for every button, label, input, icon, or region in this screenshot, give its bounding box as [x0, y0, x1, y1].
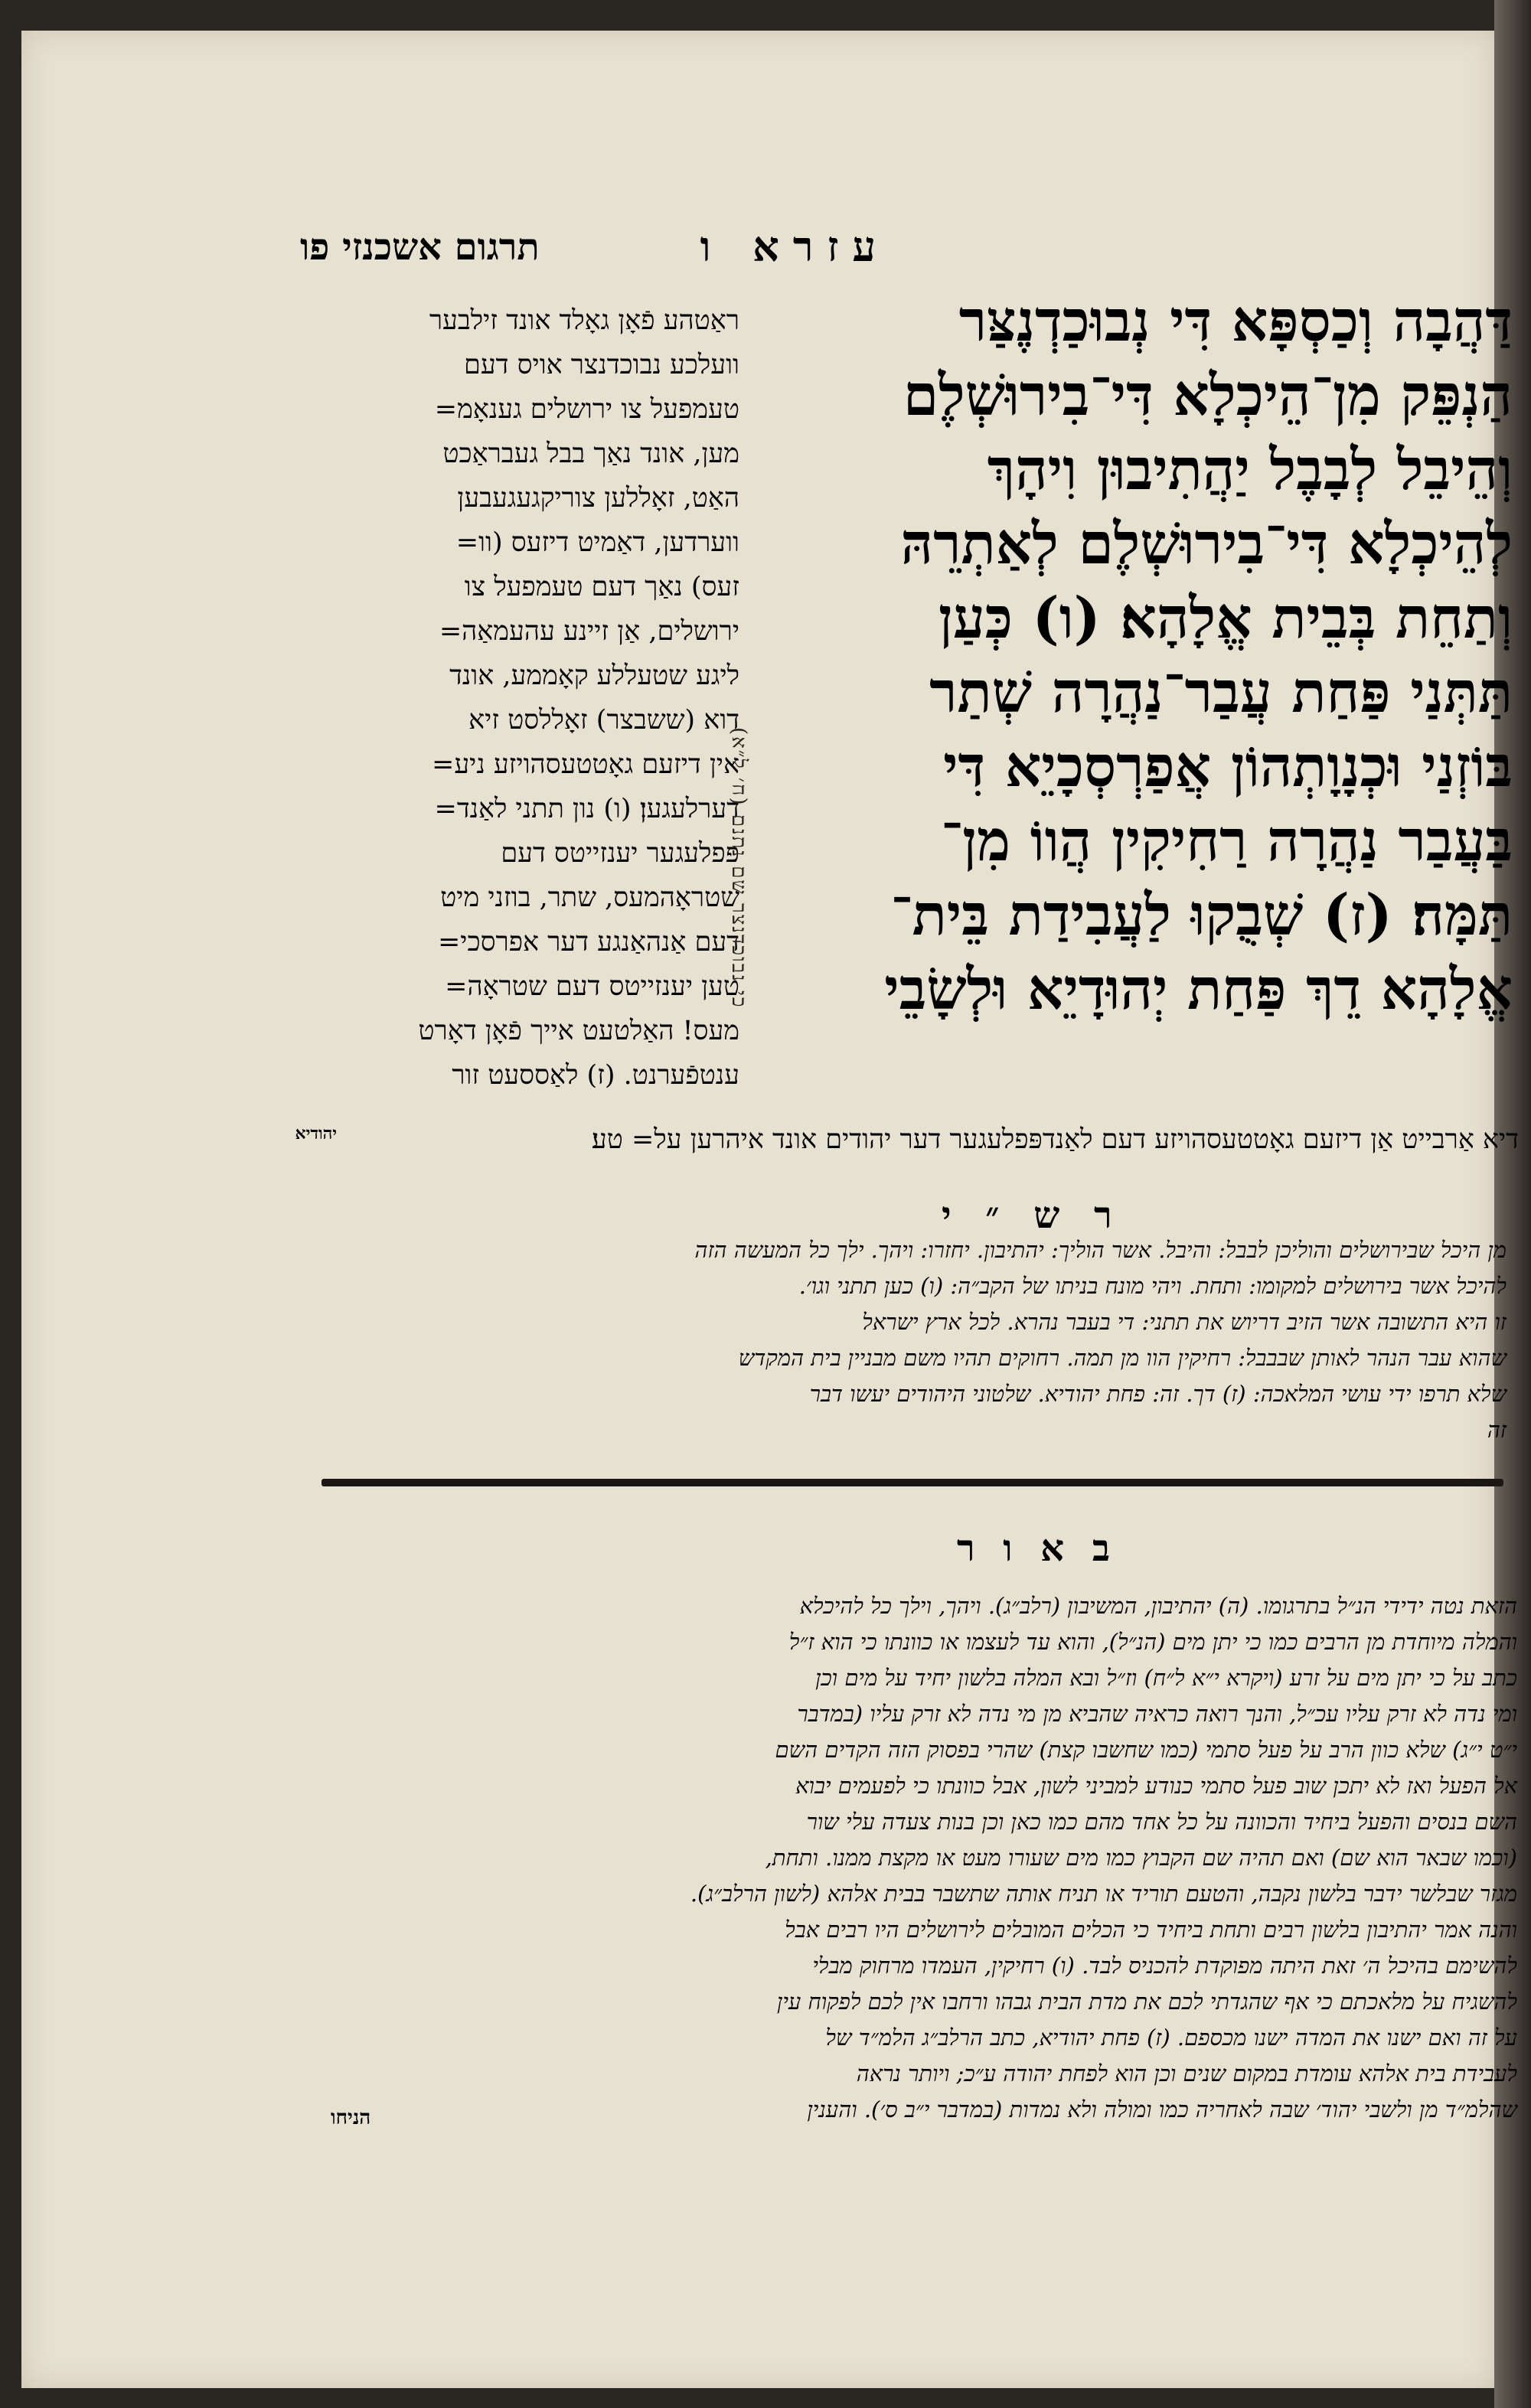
targum-line: דוא (ששבצר) זאָללסט זיא [468, 705, 739, 736]
targum-line: ווערדען, דאַמיט דיזעס (וו= [455, 527, 739, 558]
text-line: לְהֵיכְלָא דִּי־בִירוּשְׁלֶם לְאַתְרֵהּ [900, 511, 1513, 577]
commentary-line: לעבידת בית אלהא עומדת במקום שנים וכן הוא לפחת יהודה ע״כ; ויותר נראה [856, 2061, 1517, 2087]
targum-line: מעס! האַלטעט אייך פֿאָן דאָרט [418, 1016, 739, 1046]
page-header-book-title: עזרא ו [700, 222, 890, 271]
commentary-line: ומי נדה לא זרק עליו עכ״ל, והנך רואה כראיה שהביא מן מי נדה לא זרק עליו (במדבר [797, 1701, 1517, 1727]
biur-heading: ב א ו ר [957, 1527, 1118, 1570]
commentary-line: להיכל אשר בירושלים למקומו: ותחת. ויהי מונח בניתו של הקב״ה: (ו) כען תתני וגו׳. [798, 1273, 1507, 1299]
text-line: בַּעֲבַר נַהֲרָה רַחִיקִין הֲווֹ מִן־ [940, 808, 1513, 874]
biur-catchword: הניחו [331, 2106, 371, 2129]
commentary-line: י״ט י״ג) שלא כוון הרב על פעל סתמי (כמו שחשבו קצת) שהרי בפסוק הזה הקדים השם [775, 1737, 1517, 1763]
biur-commentary [323, 1588, 1517, 2128]
text-line: וְהֵיבֵל לְבָבֶל יַהֲתִיבוּן וִיהָךְ [987, 437, 1513, 503]
text-line: אֱלָהָא דֵךְ פַּחַת יְהוּדָיֵא וּלְשָׂבֵי [884, 957, 1513, 1023]
targum-continuation: דיא אַרבייט אַן דיזעם גאָטטעסהויזע דעם לאַנדפּפלעגער דער יהודים אונד איהרען על= טע׃ [591, 1124, 1519, 1155]
targum-line: מען, אונד נאַך בבל געבראַכט [442, 439, 739, 469]
commentary-line: שלא תרפו ידי עושי המלאכה: (ז) דך. זה: פחת יהודיא. שלטוני היהודים יעשו דבר [809, 1381, 1507, 1407]
targum-line: האַט, זאָללען צוריקגעגעבען [457, 483, 739, 514]
page-header-targum-title: תרגום אשכנזי פו [300, 226, 540, 269]
targum-line: פּפלעגער יענזייטס דעם [501, 838, 739, 869]
targum-line: ליגע שטעללע קאָממע, אונד [449, 661, 739, 691]
targum-line: שטראָהמעס, שתר, בוזני מיט [440, 883, 739, 913]
targum-line: טען יענזייטס דעם שטראָה= [445, 971, 739, 1002]
targum-line: ענטפֿערנט. (ז) לאַססעט זור [452, 1060, 739, 1091]
aramaic-text-block [747, 285, 1513, 1027]
commentary-line: והנה אמר יהתיבון בלשון רבים ותחת ביחיד כי הכלים המובלים לירושלים היו רבים אבל [785, 1917, 1517, 1943]
text-line: בּוֹזְנַי וּכְנָוָתְהוֹן אֲפַרְסְכָיֵא דִּי [943, 734, 1513, 800]
commentary-line: מן היכל שבירושלים והוליכן לבבל: והיבל. אשר הוליך: יהתיבון. יחזרו: ויהך. ילך כל המעשה הזה [694, 1237, 1507, 1263]
commentary-line: הזאת נטה ידידי הנ״ל בתרגומו. (ה) יהתיבון, המשיבון (רלב״ג). ויהך, וילך כל להיכלא [799, 1593, 1517, 1619]
text-line: הַנְפֵּק מִן־הֵיכְלָא דִּי־בִירוּשְׁלֶם [903, 363, 1513, 429]
commentary-line: על זה ואם ישנו את המדה ישנו מכספם. (ז) פחת יהודיא, כתב הרלב״ג הלמ״ד של [825, 2025, 1517, 2051]
text-line: וְתַחֵת בְּבֵית אֱלָהָא׃ (ו) כְּעַן [939, 586, 1513, 651]
commentary-line: והמלה מיוחדת מן הרבים כמו כי יתן מים (הנ״ל), והוא עד לעצמו או כוונתו כי הוא ז״ל [788, 1629, 1517, 1655]
targum-line: וועלכע נבוכדנצר אויס דעם [464, 350, 739, 380]
rashi-commentary [312, 1232, 1507, 1448]
text-line: דַּהֲבָה וְכַסְפָּא דִּי נְבוּכַדְנֶצַּר [958, 289, 1513, 354]
commentary-line: להשימם בהיכל ה׳ זאת היתה מפוקדת להכניס לבד. (ו) רחיקין, העמדו מרחוק מבלי [812, 1953, 1517, 1979]
rashi-heading: ר ש ״ י [942, 1194, 1123, 1237]
commentary-line: כתב על כי יתן מים על זרע (ויקרא י״א ל״ח) וז״ל ובא המלה בלשון יחיד על מים וכן [815, 1665, 1517, 1691]
commentary-line: מגזר שבלשר ידבר בלשון נקבה, והטעם תוריד או תניח אותה שתשבר בבית אלהא (לשון הרלב״ג). [690, 1881, 1517, 1907]
targum-line: דערלעגען׃ (ו) נון תתני לאַנד= [434, 794, 739, 824]
commentary-line: להשגיח על מלאכתם כי אף שהגדתי לכם את מדת הבית גבהו ורחבו אין לכם לפקוח עין [776, 1989, 1517, 2015]
commentary-line: שהוא עבר הנהר לאותן שבבבל: רחיקין הוו מן תמה. רחוקים תהיו משם מבניין בית המקדש [738, 1345, 1507, 1371]
commentary-line: אל הפעל ואז לא יתכן שוב פעל סתמי כנודע למביני לשון, אבל כוונתו כי לפעמים יבוא [795, 1773, 1517, 1799]
commentary-line: השם בנסים והפעל ביחיד והכוונה על כל אחד מהם כמו כאן וכן בנות צעדה עלי שור [806, 1809, 1517, 1835]
commentary-line: זה [1487, 1417, 1507, 1443]
section-divider [322, 1479, 1503, 1486]
catchword: יהודיא [295, 1124, 337, 1144]
targum-line: טעמפעל צו ירושלים גענאָמ= [434, 394, 739, 425]
commentary-line: (וכמו שבאר הוא שם) ואם תהיה שם הקבוץ כמו מים שעורו מעט או מקצת ממנו. ותחת, [765, 1845, 1517, 1871]
commentary-line: זו היא התשובה אשר הזיב דריוש את תתני: די בעבר נהרא. לכל ארץ ישראל [862, 1309, 1507, 1335]
text-line: תַּתְּנַי פַּחַת עֲבַר־נַהֲרָה שְׁתַר [929, 660, 1513, 726]
margin-note: כי נבוכדנצר שם נתנם (ח׳ ל״א) [727, 727, 750, 1009]
targum-line: ראַטהע פֿאָן גאָלד אונד זילבער [429, 305, 739, 336]
targum-line: ירושלים, אַן זיינע עהעמאַה= [439, 616, 739, 647]
targum-line: אין דיזעם גאָטטעסהויזע ניע= [432, 749, 739, 780]
commentary-line: שהלמ״ד מן ולשבי יהוד׳ שבה לאחריה כמו ומולה ולא נמדות (במדבר י״ב ס׳). והענין [807, 2096, 1517, 2122]
targum-line: דעם אַנהאַנגע דער אפרסכי= [437, 927, 739, 958]
targum-column [326, 299, 739, 1098]
targum-line: זעס) נאַך דעם טעמפעל צו [464, 572, 739, 602]
text-line: תַּמָּה׃ (ז) שְׁבֻקוּ לַעֲבִידַת בֵּית־ [890, 883, 1513, 948]
